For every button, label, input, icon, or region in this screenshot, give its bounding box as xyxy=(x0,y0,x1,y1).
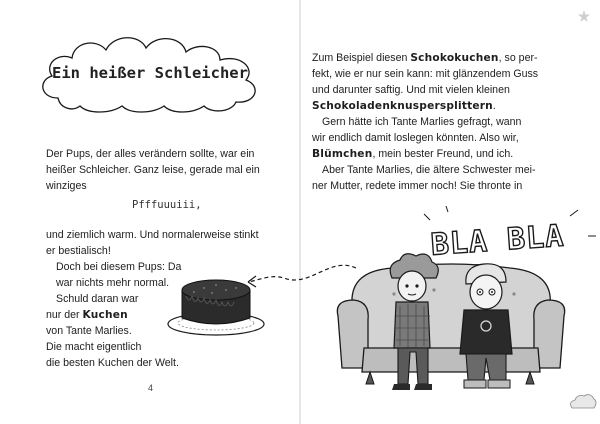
text-line: Doch bei diesem Pups: Da xyxy=(56,261,182,273)
text-line: winziges xyxy=(46,180,87,192)
bla-bla-lettering: BLA BLA xyxy=(429,218,566,263)
text-line: Gern hätte ich Tante Marlies gefragt, wann xyxy=(322,116,522,128)
text-line: wir endlich damit loslegen könnten. Also wir, xyxy=(312,132,519,144)
text-line: ner Mutter, redete immer noch! Sie thronte in xyxy=(312,180,523,192)
paragraph-3 xyxy=(312,162,572,194)
paragraph-2 xyxy=(46,227,286,259)
paragraph-2 xyxy=(312,114,572,162)
couch-illustration xyxy=(334,244,568,402)
text-line: Schuld daran war xyxy=(56,293,139,305)
text-line: Der Pups, der alles verändern sollte, war ein xyxy=(46,148,255,160)
highlight-bluemchen: Blümchen xyxy=(312,148,373,160)
text-line: heißer Schleicher. Ganz leise, gerade mal ein xyxy=(46,164,260,176)
text-line: fekt, wie er nur sein kann: mit glänzendem Guss xyxy=(312,68,539,80)
text-line-pre: Zum Beispiel diesen xyxy=(312,52,411,64)
text-line: Die macht eigentlich xyxy=(46,341,142,353)
text-line: und darunter saftig. Und mit vielen kleinen xyxy=(312,84,510,96)
text-line-post: . xyxy=(492,100,496,112)
highlight-kuchen: Kuchen xyxy=(82,309,128,321)
text-line: war nichts mehr normal. xyxy=(56,277,170,289)
text-line: und ziemlich warm. Und normalerweise stinkt xyxy=(46,229,259,241)
text-line-post: , mein bester Freund, und ich. xyxy=(372,148,514,160)
highlight-splitter: Schokoladenknuspersplittern xyxy=(312,100,493,112)
text-line: von Tante Marlies. xyxy=(46,325,132,337)
text-line: er bestialisch! xyxy=(46,245,111,257)
text-line-pre: nur der xyxy=(46,309,83,321)
text-line: Aber Tante Marlies, die ältere Schwester mei- xyxy=(322,164,536,176)
star-icon xyxy=(578,10,590,22)
highlight-schokokuchen: Schokokuchen xyxy=(410,52,499,64)
chapter-title: Ein heißer Schleicher xyxy=(52,64,248,82)
cloud-doodle-icon xyxy=(568,392,598,412)
paragraph-1 xyxy=(312,50,562,114)
sound-effect: Pfffuuuiii, xyxy=(132,199,202,211)
text-line-post: , so per- xyxy=(498,52,538,64)
page-number: 4 xyxy=(148,383,154,393)
paragraph-1 xyxy=(46,146,286,194)
page-gutter xyxy=(299,0,301,424)
text-line: die besten Kuchen der Welt. xyxy=(46,357,179,369)
